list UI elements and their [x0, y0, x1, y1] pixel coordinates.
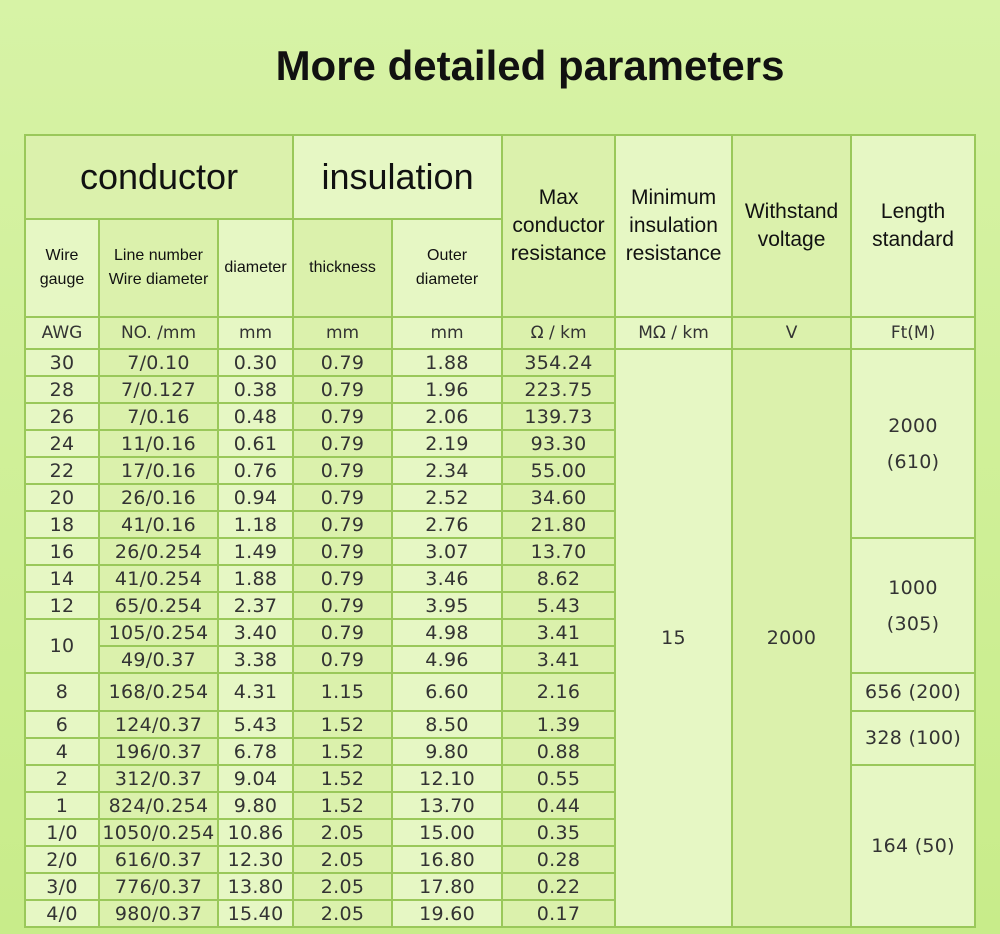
cell-awg: 20 — [25, 484, 99, 511]
max-resistance-line-1: Max — [538, 186, 579, 209]
cell-outer-diameter: 13.70 — [392, 792, 502, 819]
cell-thickness: 2.05 — [293, 819, 392, 846]
cell-resistance: 0.88 — [502, 738, 615, 765]
cell-outer-diameter: 1.88 — [392, 349, 502, 376]
cell-awg: 16 — [25, 538, 99, 565]
cell-thickness: 0.79 — [293, 430, 392, 457]
cell-resistance: 0.22 — [502, 873, 615, 900]
unit-row — [25, 317, 975, 349]
max-resistance-line-3: resistance — [510, 242, 607, 265]
cell-outer-diameter: 4.98 — [392, 619, 502, 646]
cell-outer-diameter: 2.52 — [392, 484, 502, 511]
cell-thickness: 0.79 — [293, 376, 392, 403]
withstand-header — [732, 135, 851, 317]
cell-diameter: 9.04 — [218, 765, 293, 792]
cell-diameter: 13.80 — [218, 873, 293, 900]
cell-awg: 6 — [25, 711, 99, 738]
parameters-table — [24, 134, 976, 928]
cell-resistance: 93.30 — [502, 430, 615, 457]
cell-resistance: 0.17 — [502, 900, 615, 927]
cell-awg: 2/0 — [25, 846, 99, 873]
cell-awg: 1/0 — [25, 819, 99, 846]
cell-outer-diameter: 1.96 — [392, 376, 502, 403]
line-number-line-2: Wire diameter — [108, 271, 209, 288]
cell-thickness: 0.79 — [293, 457, 392, 484]
cell-strand: 7/0.10 — [99, 349, 218, 376]
cell-diameter: 15.40 — [218, 900, 293, 927]
thickness-header: thickness — [293, 219, 392, 317]
cell-outer-diameter: 3.46 — [392, 565, 502, 592]
unit-thickness: mm — [293, 317, 392, 349]
cell-strand: 26/0.254 — [99, 538, 218, 565]
cell-awg: 4/0 — [25, 900, 99, 927]
min-insulation-line-1: Minimum — [630, 186, 717, 209]
cell-outer-diameter: 17.80 — [392, 873, 502, 900]
cell-diameter: 2.37 — [218, 592, 293, 619]
withstand-value: 2000 — [732, 349, 851, 927]
cell-awg: 28 — [25, 376, 99, 403]
cell-diameter: 0.76 — [218, 457, 293, 484]
cell-strand: 168/0.254 — [99, 673, 218, 711]
insulation-header: insulation — [293, 135, 502, 219]
cell-strand: 26/0.16 — [99, 484, 218, 511]
page-title: More detailed parameters — [275, 42, 785, 89]
withstand-line-2: voltage — [757, 228, 826, 251]
cell-strand: 196/0.37 — [99, 738, 218, 765]
cell-strand: 41/0.254 — [99, 565, 218, 592]
length-group — [851, 673, 975, 711]
cell-strand: 124/0.37 — [99, 711, 218, 738]
cell-awg: 3/0 — [25, 873, 99, 900]
length-value: (305) — [886, 612, 940, 635]
cell-resistance: 354.24 — [502, 349, 615, 376]
cell-awg: 10 — [25, 619, 99, 673]
cell-outer-diameter: 2.19 — [392, 430, 502, 457]
cell-strand: 776/0.37 — [99, 873, 218, 900]
cell-strand: 7/0.127 — [99, 376, 218, 403]
table-row — [25, 349, 975, 376]
cell-strand: 49/0.37 — [99, 646, 218, 673]
cell-diameter: 5.43 — [218, 711, 293, 738]
cell-resistance: 0.55 — [502, 765, 615, 792]
cell-thickness: 1.52 — [293, 711, 392, 738]
cell-strand: 980/0.37 — [99, 900, 218, 927]
cell-strand: 824/0.254 — [99, 792, 218, 819]
unit-diameter: mm — [218, 317, 293, 349]
length-value: 1000 — [888, 576, 938, 599]
unit-outer-diameter: mm — [392, 317, 502, 349]
cell-diameter: 12.30 — [218, 846, 293, 873]
cell-awg: 26 — [25, 403, 99, 430]
min-insulation-line-2: insulation — [629, 214, 718, 237]
length-line-2: standard — [872, 228, 954, 251]
cell-strand: 105/0.254 — [99, 619, 218, 646]
cell-outer-diameter: 19.60 — [392, 900, 502, 927]
cell-diameter: 9.80 — [218, 792, 293, 819]
unit-strand: NO. /mm — [99, 317, 218, 349]
cell-awg: 24 — [25, 430, 99, 457]
length-value: (610) — [886, 450, 940, 473]
length-line-1: Length — [880, 200, 946, 223]
cell-thickness: 1.52 — [293, 792, 392, 819]
cell-thickness: 1.52 — [293, 765, 392, 792]
cell-strand: 616/0.37 — [99, 846, 218, 873]
cell-thickness: 0.79 — [293, 349, 392, 376]
cell-outer-diameter: 8.50 — [392, 711, 502, 738]
cell-resistance: 1.39 — [502, 711, 615, 738]
outer-diameter-line-1: Outer — [427, 247, 468, 264]
cell-strand: 65/0.254 — [99, 592, 218, 619]
cell-diameter: 1.49 — [218, 538, 293, 565]
cell-diameter: 1.88 — [218, 565, 293, 592]
line-number-header — [99, 219, 218, 317]
conductor-header: conductor — [25, 135, 293, 219]
cell-awg: 2 — [25, 765, 99, 792]
cell-outer-diameter: 6.60 — [392, 673, 502, 711]
length-value: 164 (50) — [871, 835, 955, 857]
cell-resistance: 139.73 — [502, 403, 615, 430]
cell-thickness: 1.52 — [293, 738, 392, 765]
cell-resistance: 34.60 — [502, 484, 615, 511]
unit-resistance: Ω / km — [502, 317, 615, 349]
wire-gauge-line-1: Wire — [45, 247, 79, 264]
cell-awg: 30 — [25, 349, 99, 376]
cell-awg: 1 — [25, 792, 99, 819]
cell-outer-diameter: 3.07 — [392, 538, 502, 565]
cell-thickness: 0.79 — [293, 403, 392, 430]
cell-thickness: 2.05 — [293, 873, 392, 900]
min-insulation-line-3: resistance — [625, 242, 722, 265]
cell-awg: 14 — [25, 565, 99, 592]
length-value: 656 (200) — [864, 681, 962, 703]
wire-gauge-line-2: gauge — [39, 271, 85, 288]
outer-diameter-line-2: diameter — [415, 271, 479, 288]
cell-resistance: 55.00 — [502, 457, 615, 484]
cell-diameter: 6.78 — [218, 738, 293, 765]
cell-outer-diameter: 3.95 — [392, 592, 502, 619]
cell-diameter: 0.48 — [218, 403, 293, 430]
cell-thickness: 0.79 — [293, 565, 392, 592]
cell-awg: 12 — [25, 592, 99, 619]
cell-diameter: 0.61 — [218, 430, 293, 457]
cell-thickness: 2.05 — [293, 846, 392, 873]
cell-outer-diameter: 12.10 — [392, 765, 502, 792]
min-insulation-header — [615, 135, 732, 317]
cell-awg: 22 — [25, 457, 99, 484]
cell-thickness: 1.15 — [293, 673, 392, 711]
cell-resistance: 2.16 — [502, 673, 615, 711]
line-number-line-1: Line number — [114, 247, 203, 264]
cell-thickness: 0.79 — [293, 484, 392, 511]
length-group — [851, 349, 975, 538]
cell-resistance: 223.75 — [502, 376, 615, 403]
cell-strand: 11/0.16 — [99, 430, 218, 457]
cell-strand: 312/0.37 — [99, 765, 218, 792]
unit-insulation: MΩ / km — [615, 317, 732, 349]
cell-resistance: 0.44 — [502, 792, 615, 819]
cell-diameter: 3.40 — [218, 619, 293, 646]
diameter-header: diameter — [218, 219, 293, 317]
cell-diameter: 1.18 — [218, 511, 293, 538]
cell-diameter: 0.94 — [218, 484, 293, 511]
cell-thickness: 0.79 — [293, 538, 392, 565]
cell-strand: 17/0.16 — [99, 457, 218, 484]
length-group — [851, 711, 975, 765]
cell-awg: 4 — [25, 738, 99, 765]
cell-outer-diameter: 15.00 — [392, 819, 502, 846]
cell-diameter: 0.30 — [218, 349, 293, 376]
cell-awg: 8 — [25, 673, 99, 711]
cell-resistance: 3.41 — [502, 646, 615, 673]
cell-thickness: 2.05 — [293, 900, 392, 927]
withstand-line-1: Withstand — [744, 200, 839, 223]
cell-diameter: 10.86 — [218, 819, 293, 846]
length-group — [851, 765, 975, 927]
cell-outer-diameter: 2.76 — [392, 511, 502, 538]
unit-length: Ft(M) — [851, 317, 975, 349]
min-insulation-value: 15 — [615, 349, 732, 927]
length-value: 2000 — [888, 414, 938, 437]
cell-diameter: 3.38 — [218, 646, 293, 673]
cell-resistance: 8.62 — [502, 565, 615, 592]
cell-resistance: 5.43 — [502, 592, 615, 619]
outer-diameter-header — [392, 219, 502, 317]
cell-resistance: 13.70 — [502, 538, 615, 565]
cell-strand: 1050/0.254 — [99, 819, 218, 846]
cell-thickness: 0.79 — [293, 646, 392, 673]
max-resistance-header — [502, 135, 615, 317]
wire-gauge-header — [25, 219, 99, 317]
cell-resistance: 21.80 — [502, 511, 615, 538]
cell-diameter: 4.31 — [218, 673, 293, 711]
cell-awg: 18 — [25, 511, 99, 538]
length-value: 328 (100) — [864, 727, 962, 749]
cell-resistance: 3.41 — [502, 619, 615, 646]
unit-awg: AWG — [25, 317, 99, 349]
cell-resistance: 0.28 — [502, 846, 615, 873]
cell-resistance: 0.35 — [502, 819, 615, 846]
length-header — [851, 135, 975, 317]
cell-outer-diameter: 9.80 — [392, 738, 502, 765]
cell-thickness: 0.79 — [293, 592, 392, 619]
length-group — [851, 538, 975, 673]
cell-diameter: 0.38 — [218, 376, 293, 403]
cell-thickness: 0.79 — [293, 619, 392, 646]
cell-strand: 41/0.16 — [99, 511, 218, 538]
max-resistance-line-2: conductor — [512, 214, 605, 237]
unit-voltage: V — [732, 317, 851, 349]
cell-strand: 7/0.16 — [99, 403, 218, 430]
cell-outer-diameter: 2.34 — [392, 457, 502, 484]
cell-thickness: 0.79 — [293, 511, 392, 538]
cell-outer-diameter: 16.80 — [392, 846, 502, 873]
cell-outer-diameter: 2.06 — [392, 403, 502, 430]
cell-outer-diameter: 4.96 — [392, 646, 502, 673]
